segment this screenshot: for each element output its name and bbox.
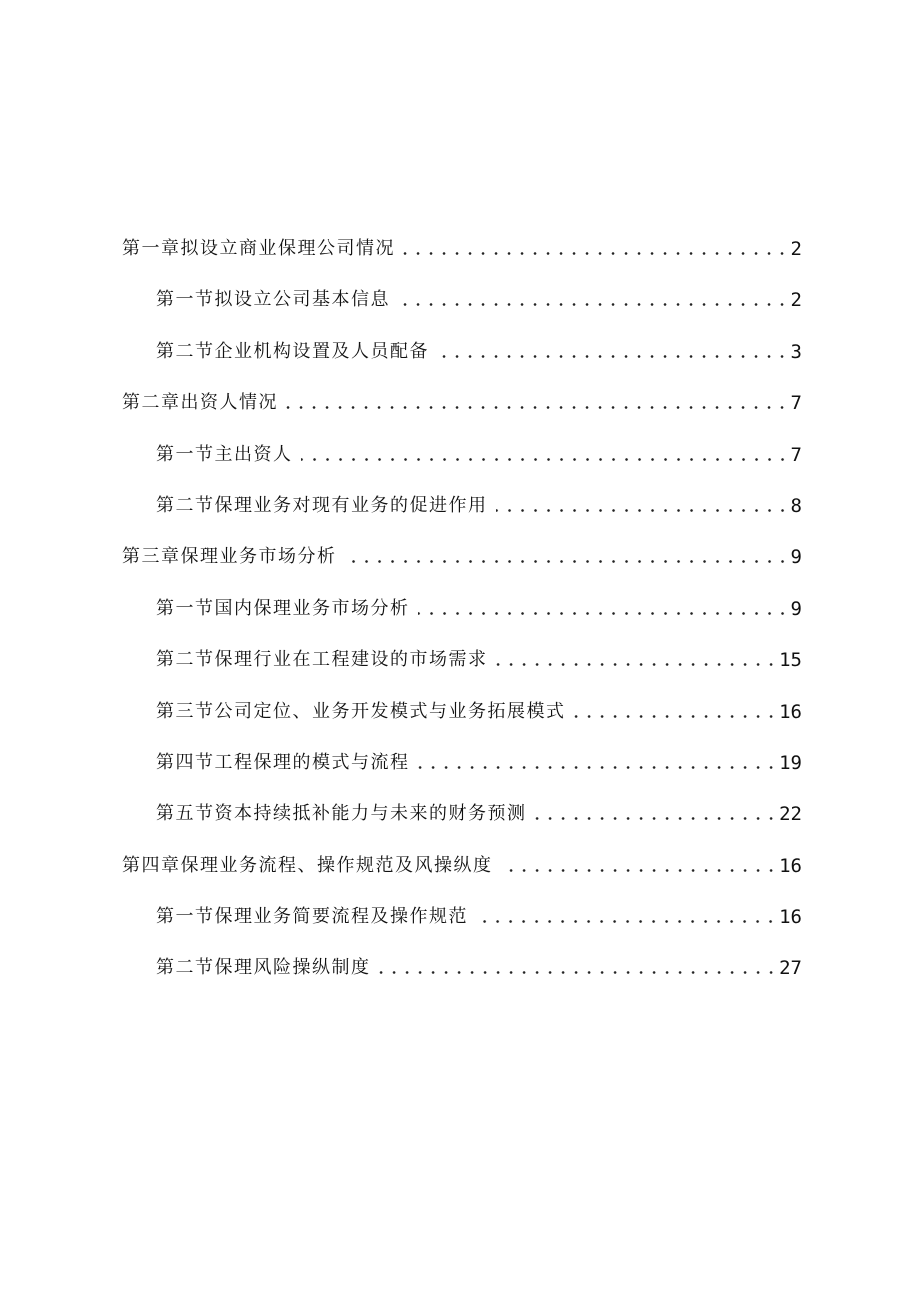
toc-entry-page-number: 2 <box>790 238 802 260</box>
toc-entry-title: 第一节主出资人 <box>156 443 293 465</box>
toc-entry-title: 第一节保理业务简要流程及操作规范 <box>156 906 468 928</box>
toc-entry-section[interactable] <box>0 898 920 949</box>
toc-entry-section[interactable] <box>0 436 920 487</box>
toc-entry-page-number: 7 <box>790 443 802 466</box>
dot-leader <box>476 920 777 923</box>
toc-entry-section[interactable] <box>0 744 920 795</box>
dot-leader <box>301 458 789 461</box>
dot-leader <box>398 303 789 306</box>
toc-entry-title: 第一节拟设立公司基本信息 <box>156 289 390 311</box>
toc-entry-title: 第四节工程保理的模式与流程 <box>156 751 410 773</box>
toc-entry-title: 第二章出资人情况 <box>122 392 278 414</box>
toc-entry-title: 第三章保理业务市场分析 <box>122 546 337 568</box>
toc-entry-section[interactable] <box>0 333 920 384</box>
toc-entry-title: 第二节保理风险操纵制度 <box>156 957 371 979</box>
toc-entry-title: 第二节保理业务对现有业务的促进作用 <box>156 494 488 516</box>
toc-entry-title: 第三节公司定位、业务开发模式与业务拓展模式 <box>156 700 566 722</box>
toc-entry-page-number: 22 <box>779 803 802 826</box>
toc-entry-section[interactable] <box>0 590 920 641</box>
toc-entry-chapter-4[interactable] <box>0 847 920 898</box>
toc-entry-title: 第二节保理行业在工程建设的市场需求 <box>156 649 488 671</box>
toc-entry-page-number: 8 <box>790 494 802 517</box>
dot-leader <box>501 869 778 872</box>
toc-entry-chapter-3[interactable] <box>0 538 920 589</box>
dot-leader <box>379 971 778 974</box>
dot-leader <box>418 612 789 615</box>
toc-entry-page-number: 7 <box>790 392 802 415</box>
toc-entry-page-number: 9 <box>790 597 802 620</box>
toc-entry-chapter-2[interactable] <box>0 384 920 435</box>
dot-leader <box>535 817 778 820</box>
toc-entry-section[interactable] <box>0 487 920 538</box>
dot-leader <box>403 252 789 255</box>
toc-entry-page-number: 16 <box>779 854 802 877</box>
toc-entry-chapter-1[interactable] <box>0 230 920 281</box>
toc-entry-section[interactable] <box>0 795 920 846</box>
toc-entry-page-number: 16 <box>779 700 802 723</box>
toc-entry-page-number: 9 <box>790 546 802 569</box>
toc-entry-section[interactable] <box>0 641 920 692</box>
toc-entry-section[interactable] <box>0 949 920 1000</box>
table-of-contents <box>0 230 920 1001</box>
toc-entry-title: 第一节国内保理业务市场分析 <box>156 597 410 619</box>
toc-entry-title: 第一章拟设立商业保理公司情况 <box>122 238 395 259</box>
toc-entry-section[interactable] <box>0 281 920 332</box>
dot-leader <box>496 509 789 512</box>
toc-entry-page-number: 19 <box>779 751 802 774</box>
dot-leader <box>286 406 789 409</box>
dot-leader <box>496 663 778 666</box>
toc-entry-section[interactable] <box>0 693 920 744</box>
toc-entry-page-number: 16 <box>779 906 802 929</box>
toc-entry-page-number: 15 <box>779 649 802 672</box>
toc-entry-title: 第四章保理业务流程、操作规范及风操纵度 <box>122 854 493 876</box>
toc-entry-page-number: 3 <box>790 340 802 363</box>
dot-leader <box>437 355 789 358</box>
toc-entry-title: 第五节资本持续抵补能力与未来的财务预测 <box>156 803 527 825</box>
dot-leader <box>345 560 789 563</box>
toc-entry-page-number: 2 <box>790 289 802 312</box>
toc-entry-title: 第二节企业机构设置及人员配备 <box>156 340 429 362</box>
dot-leader <box>418 766 778 769</box>
toc-entry-page-number: 27 <box>779 957 802 980</box>
dot-leader <box>574 715 778 718</box>
